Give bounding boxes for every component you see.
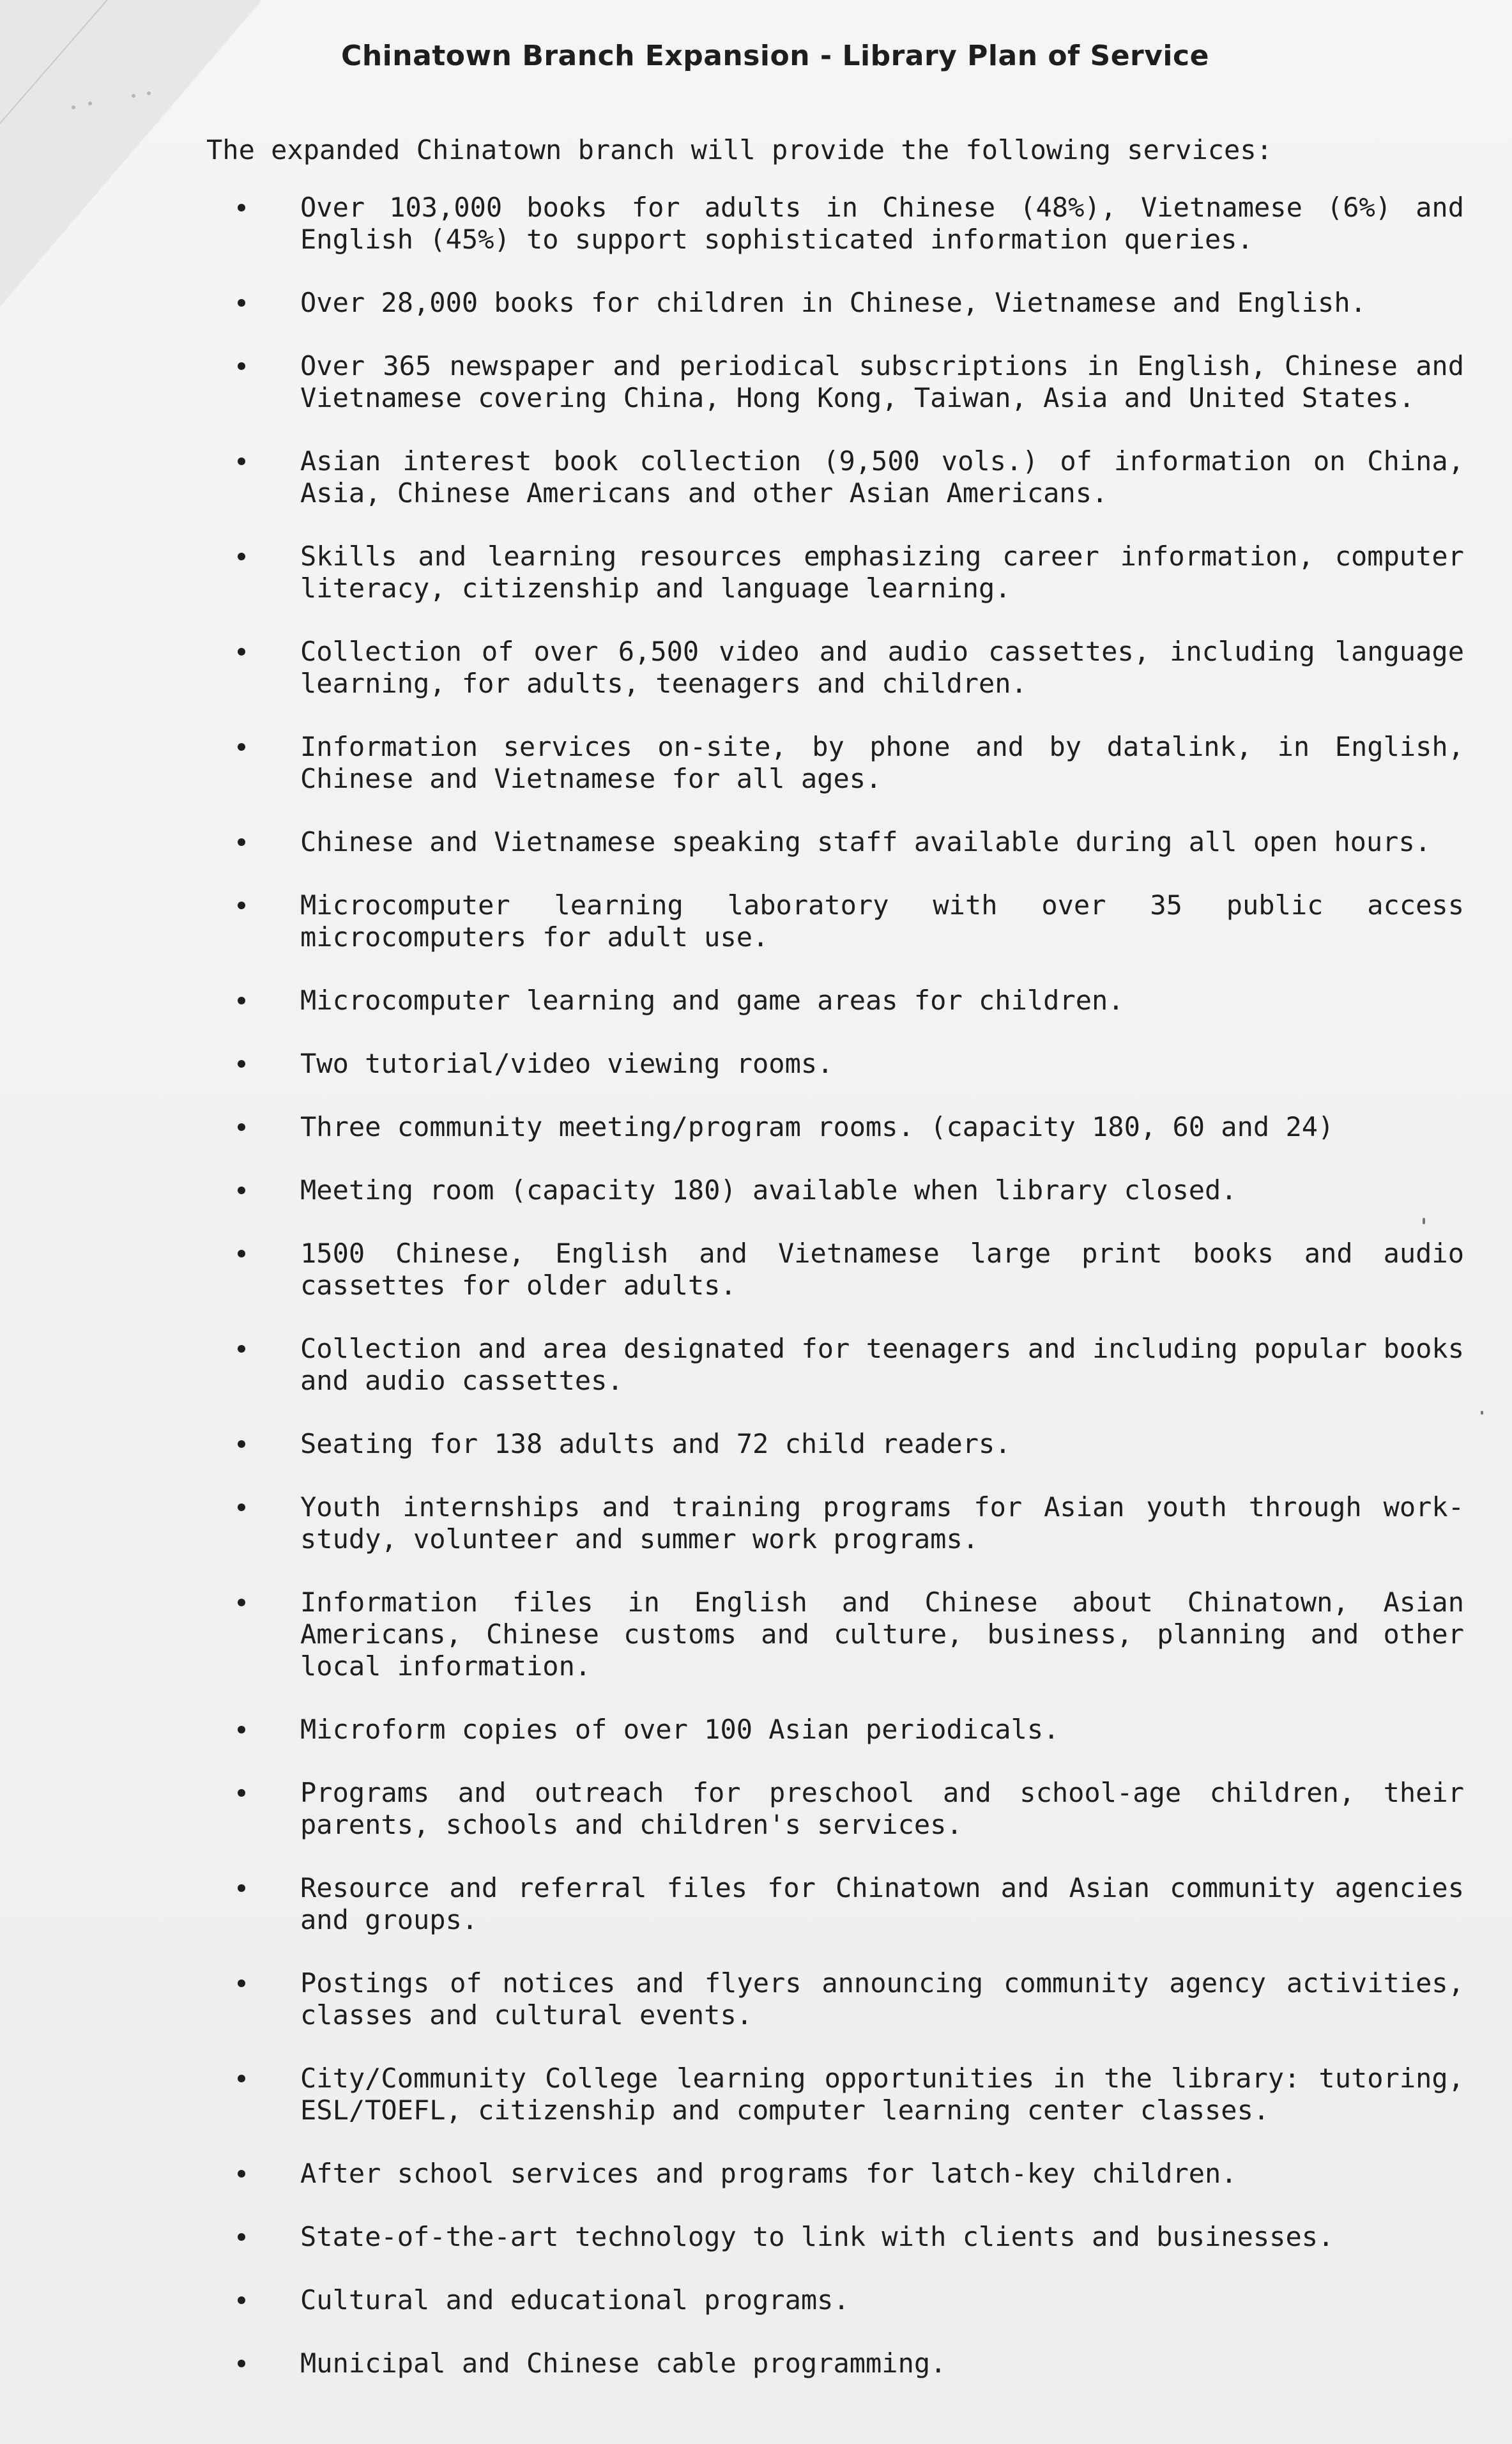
list-item (225, 1491, 1464, 1555)
list-item (225, 192, 1464, 256)
bullet-icon (238, 743, 245, 751)
list-item-text: Two tutorial/video viewing rooms. (300, 1048, 834, 1079)
page-title: Chinatown Branch Expansion - Library Plan of Service (341, 40, 1209, 72)
bullet-icon (238, 1345, 245, 1353)
bullet-icon (238, 997, 245, 1004)
list-item (225, 1048, 1464, 1080)
bullet-icon (238, 1884, 245, 1892)
list-item-text: Resource and referral files for Chinatown and Asian community agencies and groups. (300, 1872, 1464, 1935)
bullet-icon (238, 1440, 245, 1448)
list-item-text: Microcomputer learning laboratory with over 35 public access microcomputers for adult use. (300, 889, 1464, 953)
list-item (225, 731, 1464, 795)
list-item-text: Information services on-site, by phone and by datalink, in English, Chinese and Vietnamese for all ages. (300, 731, 1464, 794)
list-item (225, 1428, 1464, 1460)
list-item-text: Over 365 newspaper and periodical subscriptions in English, Chinese and Vietnamese covering China, Hong Kong, Taiwan, Asia and United States. (300, 350, 1464, 413)
list-item-text: Chinese and Vietnamese speaking staff available during all open hours. (300, 826, 1432, 857)
services-list (225, 192, 1464, 2411)
list-item (225, 1238, 1464, 1302)
list-item-text: Microform copies of over 100 Asian periodicals. (300, 1714, 1060, 1745)
bullet-icon (238, 2360, 245, 2367)
list-item (225, 1111, 1464, 1143)
bullet-icon (238, 1123, 245, 1131)
bullet-icon (238, 204, 245, 211)
bullet-icon (238, 299, 245, 307)
list-item-text: Over 103,000 books for adults in Chinese (48%), Vietnamese (6%) and English (45%) to support sophisticated information queries. (300, 192, 1464, 255)
bullet-icon (238, 902, 245, 909)
list-item-text: 1500 Chinese, English and Vietnamese large print books and audio cassettes for older adults. (300, 1238, 1464, 1301)
list-item (225, 2063, 1464, 2126)
list-item (225, 889, 1464, 953)
list-item-text: Cultural and educational programs. (300, 2284, 850, 2316)
bullet-icon (238, 1060, 245, 1068)
bullet-icon (238, 1187, 245, 1194)
list-item (225, 287, 1464, 319)
list-item-text: Over 28,000 books for children in Chinese, Vietnamese and English. (300, 287, 1366, 318)
list-item (225, 985, 1464, 1017)
list-item-text: Postings of notices and flyers announcing community agency activities, classes and cultural events. (300, 1967, 1464, 2031)
list-item (225, 541, 1464, 604)
bullet-icon (238, 2170, 245, 2178)
bullet-icon (238, 2233, 245, 2241)
bullet-icon (238, 1503, 245, 1511)
list-item-text: Information files in English and Chinese about Chinatown, Asian Americans, Chinese customs and culture, business, planning and other local information. (300, 1587, 1464, 1682)
staple-marks (67, 89, 169, 115)
list-item (225, 1333, 1464, 1397)
list-item-text: Municipal and Chinese cable programming. (300, 2348, 947, 2379)
bullet-icon (238, 1726, 245, 1733)
list-item-text: Microcomputer learning and game areas for children. (300, 985, 1124, 1016)
bullet-icon (238, 1250, 245, 1257)
paper-speck (1481, 1411, 1483, 1415)
list-item-text: Skills and learning resources emphasizing career information, computer literacy, citizenship and language learning. (300, 541, 1464, 604)
list-item-text: City/Community College learning opportunities in the library: tutoring, ESL/TOEFL, citizenship and computer learning center classes. (300, 2063, 1464, 2126)
list-item (225, 636, 1464, 700)
list-item-text: Asian interest book collection (9,500 vols.) of information on China, Asia, Chinese Americans and other Asian Americans. (300, 445, 1464, 509)
list-item-text: Collection of over 6,500 video and audio cassettes, including language learning, for adults, teenagers and children. (300, 636, 1464, 699)
bullet-icon (238, 1979, 245, 1987)
list-item (225, 1967, 1464, 2031)
bullet-icon (238, 1599, 245, 1606)
bullet-icon (238, 457, 245, 465)
list-item-text: Collection and area designated for teenagers and including popular books and audio cassettes. (300, 1333, 1464, 1396)
bullet-icon (238, 648, 245, 656)
list-item (225, 1587, 1464, 1682)
list-item (225, 350, 1464, 414)
bullet-icon (238, 2075, 245, 2082)
list-item (225, 2221, 1464, 2253)
bullet-icon (238, 2296, 245, 2304)
list-item (225, 1777, 1464, 1841)
list-item-text: Meeting room (capacity 180) available when library closed. (300, 1174, 1237, 1206)
list-item-text: State-of-the-art technology to link with clients and businesses. (300, 2221, 1334, 2252)
bullet-icon (238, 362, 245, 370)
list-item-text: Youth internships and training programs for Asian youth through work-study, volunteer and summer work programs. (300, 1491, 1464, 1555)
bullet-icon (238, 1789, 245, 1797)
list-item (225, 2284, 1464, 2316)
bullet-icon (238, 838, 245, 846)
list-item-text: Seating for 138 adults and 72 child readers. (300, 1428, 1011, 1459)
paper-speck (1423, 1218, 1425, 1224)
list-item (225, 1174, 1464, 1206)
bullet-icon (238, 553, 245, 560)
list-item (225, 2158, 1464, 2190)
list-item-text: Programs and outreach for preschool and school-age children, their parents, schools and children's services. (300, 1777, 1464, 1840)
list-item-text: After school services and programs for latch-key children. (300, 2158, 1237, 2189)
intro-text: The expanded Chinatown branch will provide the following services: (206, 134, 1272, 165)
list-item-text: Three community meeting/program rooms. (capacity 180, 60 and 24) (300, 1111, 1334, 1142)
list-item (225, 1872, 1464, 1936)
list-item (225, 445, 1464, 509)
list-item (225, 826, 1464, 858)
list-item (225, 1714, 1464, 1746)
list-item (225, 2348, 1464, 2379)
